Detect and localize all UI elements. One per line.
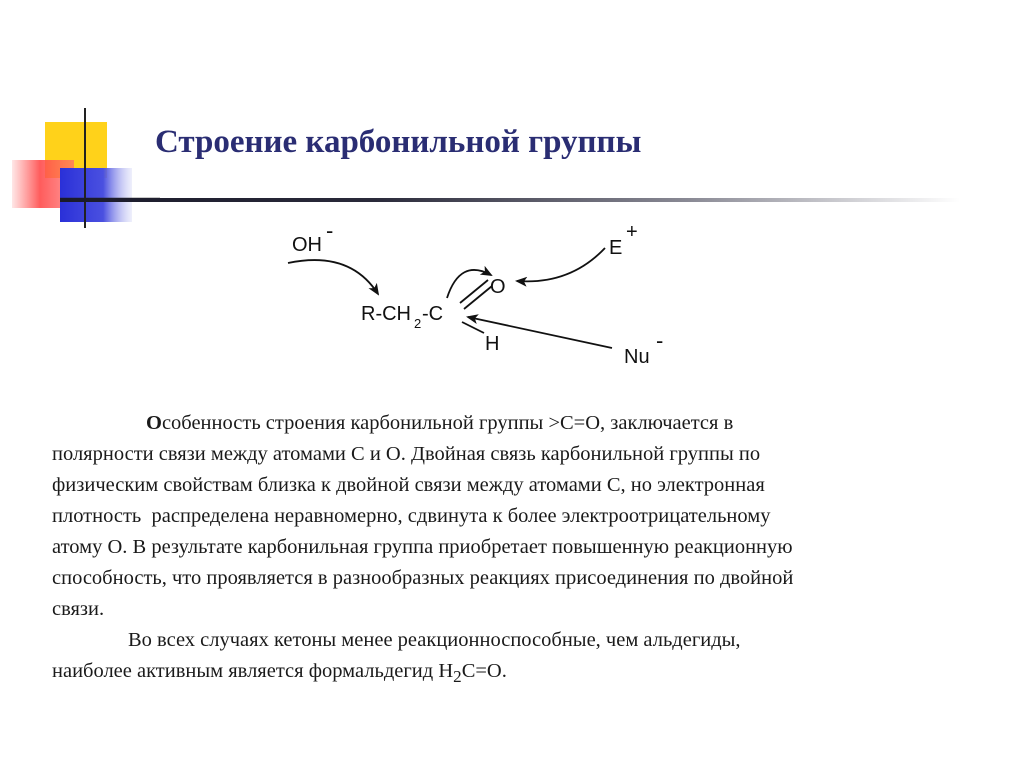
- paragraph-1-line-2: полярности связи между атомами C и O. Двойная связь карбонильной группы по: [52, 443, 761, 465]
- paragraph-1-first-letter: О: [146, 412, 162, 434]
- body-text: [52, 408, 992, 692]
- paragraph-1-line-5: атому O. В результате карбонильная группа приобретает повышенную реакционную: [52, 536, 793, 558]
- hydrogen-label: H: [485, 333, 500, 355]
- chain-prefix: R-CH: [361, 303, 411, 325]
- double-bond-line-1: [460, 280, 488, 303]
- paragraph-1-line-6: способность, что проявляется в разнообразных реакциях присоединения по двойной: [52, 567, 794, 589]
- hydroxide-charge: -: [326, 218, 334, 243]
- paragraph-2-line-2-end: C=O.: [461, 660, 507, 682]
- hydroxide-attack-arrow: [288, 260, 378, 294]
- double-bond-line-2: [464, 286, 492, 309]
- paragraph-1-line-7: связи.: [52, 598, 105, 620]
- chain-suffix: -C: [422, 303, 444, 325]
- electrophile-attack-arrow: [517, 248, 605, 281]
- electrophile-charge: +: [626, 221, 638, 243]
- electrophile-label: E: [609, 237, 623, 259]
- nucleophile-label: Nu: [624, 346, 650, 368]
- paragraph-1: [52, 408, 992, 625]
- c-h-bond: [462, 322, 484, 333]
- paragraph-2: [52, 625, 992, 692]
- nucleophile-charge: -: [656, 328, 664, 353]
- slide-title: Строение карбонильной группы: [155, 124, 642, 160]
- paragraph-1-line-1: собенность строения карбонильной группы >C=O, заключается в: [161, 412, 734, 434]
- oxygen-label: O: [490, 276, 506, 298]
- paragraph-1-line-3: физическим свойствам близка к двойной связи между атомами C, но электронная: [52, 474, 765, 496]
- paragraph-2-line-1: Во всех случаях кетоны менее реакционноспособные, чем альдегиды,: [128, 629, 741, 651]
- formaldehyde-subscript: 2: [453, 667, 462, 687]
- chain-subscript: 2: [414, 316, 422, 331]
- hydroxide-label: OH: [292, 234, 322, 256]
- paragraph-1-line-4: плотность распределена неравномерно, сдвинута к более электроотрицательному: [52, 505, 771, 527]
- paragraph-2-line-2: наиболее активным является формальдегид H: [52, 660, 454, 682]
